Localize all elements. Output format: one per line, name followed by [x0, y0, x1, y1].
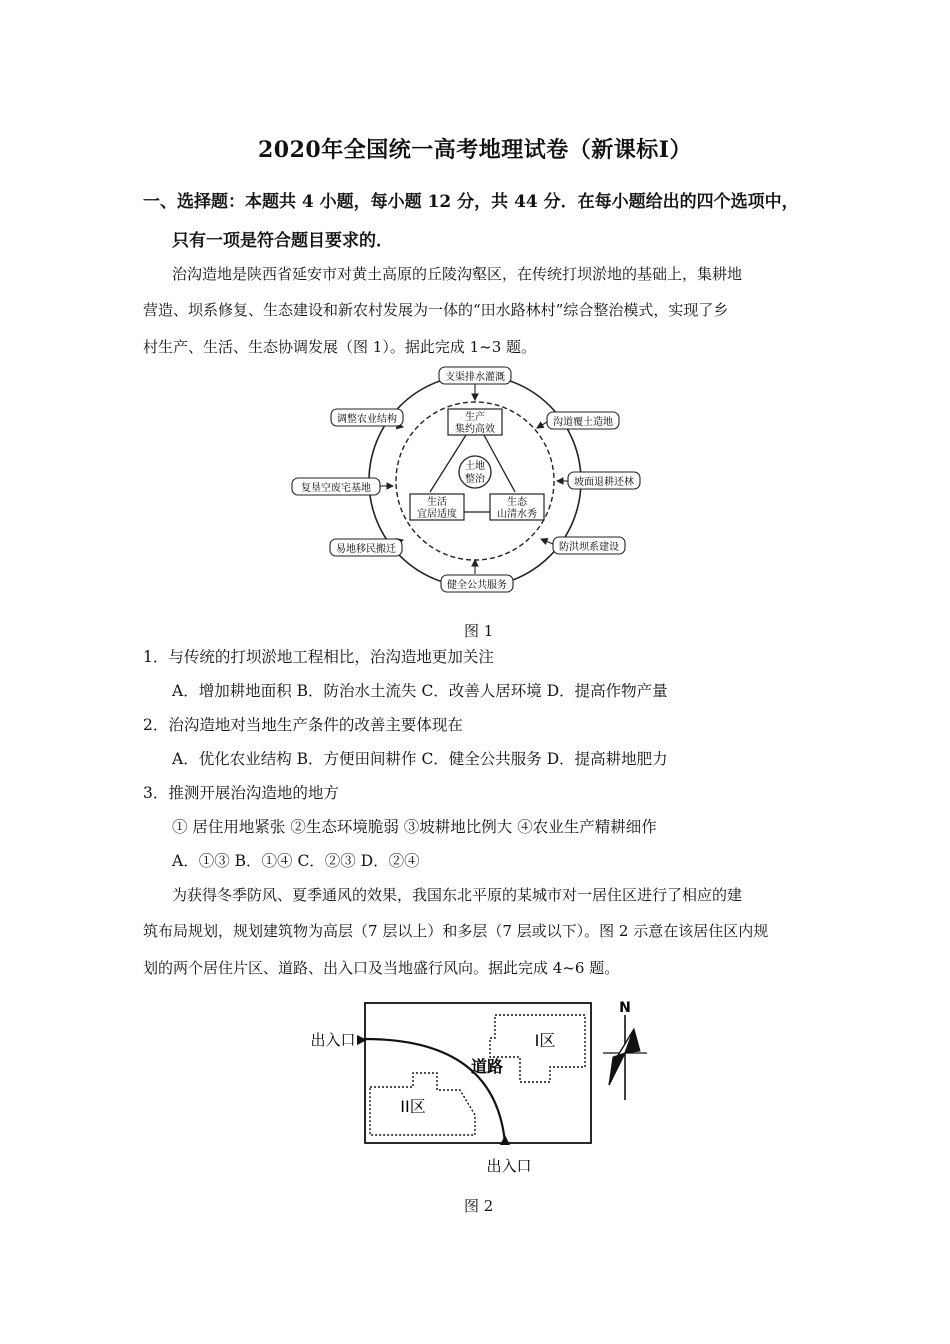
intro1-line2: 营造、坝系修复、生态建设和新农村发展为一体的“田水路林村”综合整治模式，实现了乡	[143, 301, 729, 319]
outer-top-label: 支渠排水灌溉	[445, 372, 505, 383]
figure2-map	[295, 995, 655, 1180]
figure2-caption: 图 2	[464, 1197, 494, 1215]
entrance-left-label: 出入口	[310, 1031, 356, 1049]
outer-mid-left-label: 复垦空废宅基地	[301, 483, 371, 494]
q3-stem: 3．推测开展治沟造地的地方	[143, 784, 339, 802]
box-ecology-line2: 山清水秀	[497, 509, 537, 520]
intro2-line3: 划的两个居住片区、道路、出入口及当地盛行风向。据此完成 4~6 题。	[143, 959, 620, 977]
intro2-line2: 筑布局规划，规划建筑物为高层（7 层以上）和多层（7 层或以下）。图 2 示意在该居住区内规	[143, 922, 769, 940]
center-line1: 土地	[465, 461, 485, 472]
section-heading: 一、选择题：本题共 4 小题，每小题 12 分，共 44 分．在每小题给出的四个选项中，	[143, 192, 799, 212]
section-heading-cont: 只有一项是符合题目要求的．	[172, 231, 393, 251]
q3-options: A．①③ B．①④ C．②③ D．②④	[172, 852, 420, 870]
box-production-line1: 生产	[465, 412, 485, 423]
page-title: 2020年全国统一高考地理试卷（新课标Ⅰ）	[257, 137, 693, 163]
outer-mid-right-label: 坡面退耕还林	[574, 477, 634, 488]
center-line2: 整治	[465, 474, 485, 485]
north-label: N	[619, 1000, 631, 1016]
q2-stem: 2．治沟造地对当地生产条件的改善主要体现在	[143, 716, 463, 734]
outer-lower-left-label: 易地移民搬迁	[336, 544, 396, 555]
intro1-line3: 村生产、生活、生态协调发展（图 1）。据此完成 1~3 题。	[143, 338, 537, 356]
outer-upper-left-label: 调整农业结构	[337, 414, 397, 425]
road-label: 道路	[470, 1057, 504, 1076]
zone1-label: I区	[534, 1031, 556, 1050]
q1-stem: 1．与传统的打坝淤地工程相比，治沟造地更加关注	[143, 648, 494, 666]
outer-lower-right-label: 防洪坝系建设	[559, 542, 619, 553]
q3-items: ① 居住用地紧张 ②生态环境脆弱 ③坡耕地比例大 ④农业生产精耕细作	[172, 818, 657, 836]
outer-upper-right-label: 沟道覆土造地	[553, 417, 613, 428]
box-production-line2: 集约高效	[455, 424, 495, 435]
zone2-label: II区	[400, 1097, 426, 1116]
wind-rose-summer	[609, 1053, 625, 1085]
q1-options: A．增加耕地面积 B．防治水土流失 C．改善人居环境 D．提高作物产量	[172, 682, 668, 700]
box-living-line2: 宜居适度	[417, 509, 457, 520]
q2-options: A．优化农业结构 B．方便田间耕作 C．健全公共服务 D．提高耕地肥力	[172, 750, 668, 768]
intro2-line1: 为获得冬季防风、夏季通风的效果，我国东北平原的某城市对一居住区进行了相应的建	[172, 886, 743, 904]
entrance-bottom-label: 出入口	[486, 1157, 532, 1175]
box-ecology-line1: 生态	[507, 497, 527, 508]
intro1-line1: 治沟造地是陕西省延安市对黄土高原的丘陵沟壑区，在传统打坝淤地的基础上，集耕地	[172, 265, 743, 283]
figure1-caption: 图 1	[464, 622, 494, 640]
outer-bottom-label: 健全公共服务	[447, 580, 507, 591]
figure1-diagram	[285, 362, 645, 597]
box-living-line1: 生活	[427, 497, 447, 508]
